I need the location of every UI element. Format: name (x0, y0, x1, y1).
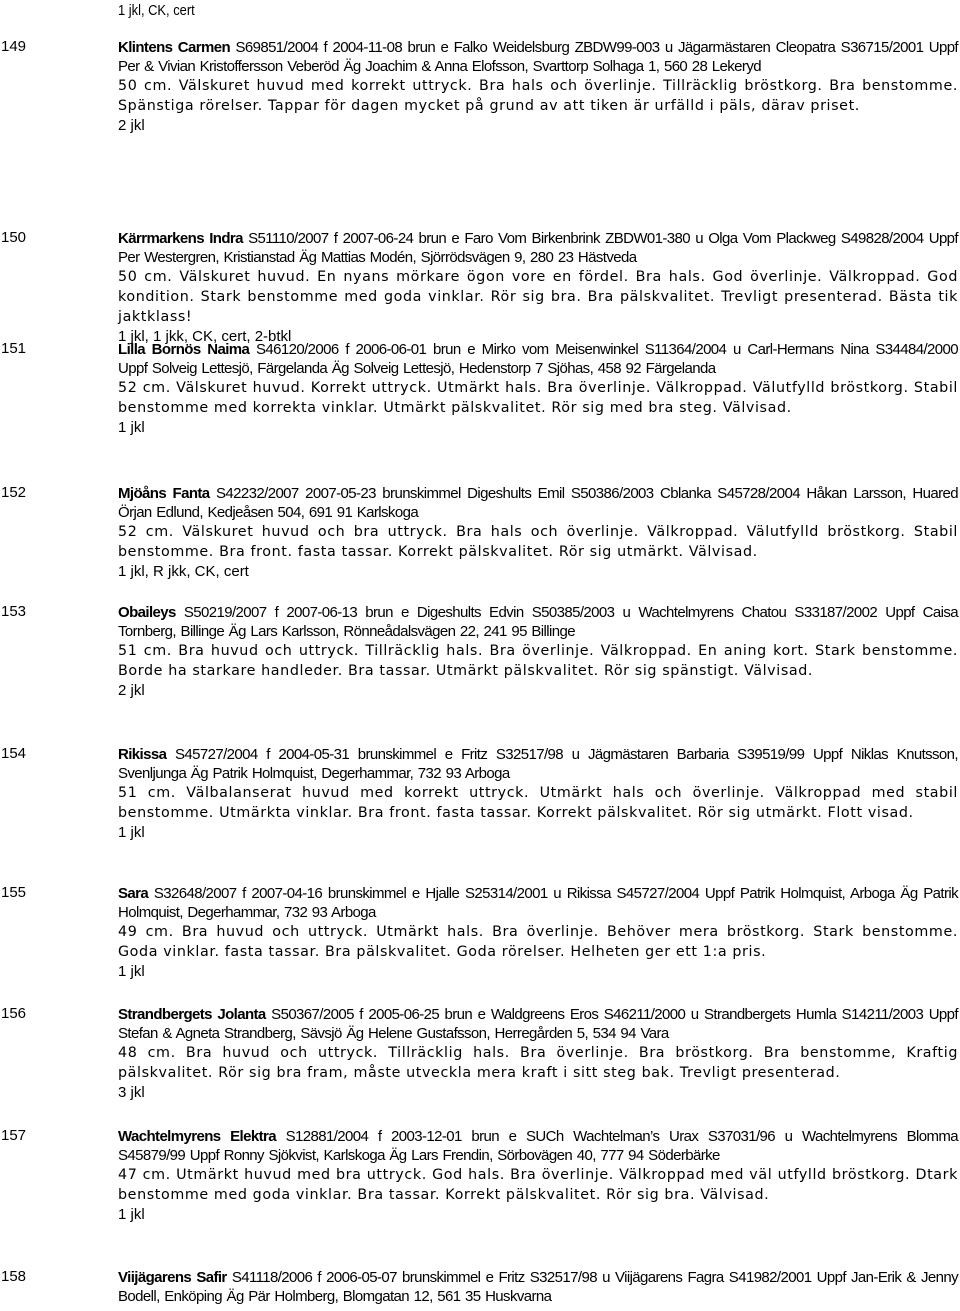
dog-name: Rikissa (118, 746, 167, 763)
entry-body (118, 484, 958, 582)
entry-body (118, 745, 958, 843)
entry-number: 152 (1, 484, 27, 501)
entry-body (118, 340, 958, 438)
entry-header (118, 603, 958, 641)
dog-name: Obaileys (118, 604, 176, 621)
award: 2 jkl (118, 117, 145, 134)
critique: 51 cm. Bra huvud och uttryck. Tillräcklig hals. Bra överlinje. Välkroppad. En aning kort. Stark benstomme. Borde ha starkare handleder. Bra tassar. Utmärkt pälskvalitet. Rör sig spänstigt. Välvisad. (118, 643, 958, 679)
entry-body (118, 603, 958, 701)
entry-number: 155 (1, 884, 27, 901)
dog-details: S45727/2004 f 2004-05-31 brunskimmel e Fritz S32517/98 u Jägmästaren Barbaria S39519/99 Uppf Niklas Knutsson, Svenljunga Äg Patrik Holmquist, Degerhammar, 732 93 Arboga (118, 746, 958, 782)
dog-details: S41118/2006 f 2006-05-07 brunskimmel e Fritz S32517/98 u Viijägarens Fagra S41982/2001 Uppf Jan-Erik & Jenny Bodell, Enköping Äg Pär Holmberg, Blomgatan 12, 561 35 Huskvarna (118, 1269, 958, 1305)
dog-name: Klintens Carmen (118, 39, 231, 56)
entry-number: 157 (1, 1127, 27, 1144)
entry-body (118, 884, 958, 982)
dog-details: S46120/2006 f 2006-06-01 brun e Mirko vom Meisenwinkel S11364/2004 u Carl-Hermans Nina S34484/2000 Uppf Solveig Lettesjö, Färgelanda Äg Solveig Lettesjö, Hedenstorp 7 Sjöhas, 458 92 Färgelanda (118, 341, 958, 377)
award: 1 jkl, R jkk, CK, cert (118, 563, 249, 580)
critique: 49 cm. Bra huvud och uttryck. Utmärkt hals. Bra överlinje. Behöver mera bröstkorg. Stark benstomme. Goda vinklar. fasta tassar. Bra pälskvalitet. Goda rörelser. Helheten ger ett 1:a pris. (118, 924, 958, 960)
critique: 50 cm. Välskuret huvud. En nyans mörkare ögon vore en fördel. Bra hals. God överlinje. Välkroppad. God kondition. Stark benstomme med goda vinklar. Rör sig bra. Bra pälskvalitet. Trevligt presenterad. Bästa tik jaktklass! (118, 269, 958, 325)
dog-details: S50367/2005 f 2005-06-25 brun e Waldgreens Eros S46211/2000 u Strandbergets Humla S14211/2003 Uppf Stefan & Agneta Strandberg, Sävsjö Äg Helene Gustafsson, Herregården 5, 534 94 Vara (118, 1006, 958, 1042)
dog-details: S50219/2007 f 2007-06-13 brun e Digeshults Edvin S50385/2003 u Wachtelmyrens Chatou S33187/2002 Uppf Caisa Tornberg, Billinge Äg Lars Karlsson, Rönneådalsvägen 22, 241 95 Billinge (118, 604, 958, 640)
entry-number: 150 (1, 229, 27, 246)
dog-name: Wachtelmyrens Elektra (118, 1128, 276, 1145)
entry-number: 158 (1, 1268, 27, 1285)
entry-body (118, 1268, 958, 1306)
entry-header (118, 884, 958, 922)
entry-number: 153 (1, 603, 27, 620)
entry-number: 156 (1, 1005, 27, 1022)
entry-header (118, 38, 958, 76)
dog-details: S42232/2007 2007-05-23 brunskimmel Digeshults Emil S50386/2003 Cblanka S45728/2004 Håkan Larsson, Huared Örjan Edlund, Kedjeåsen 504, 691 91 Karlskoga (118, 485, 958, 521)
dog-name: Sara (118, 885, 149, 902)
critique: 50 cm. Välskuret huvud med korrekt uttryck. Bra hals och överlinje. Tillräcklig bröstkorg. Bra benstomme. Spänstiga rörelser. Tappar för dagen mycket på grund av att tiken är urfälld i päls, därav priset. (118, 78, 958, 114)
dog-name: Viijägarens Safir (118, 1269, 227, 1286)
critique: 51 cm. Välbalanserat huvud med korrekt uttryck. Utmärkt hals och överlinje. Välkroppad med stabil benstomme. Utmärkta vinklar. Bra front. fasta tassar. Korrekt pälskvalitet. Rör sig utmärkt. Flott visad. (118, 785, 958, 821)
entry-header (118, 1127, 958, 1165)
entry-header (118, 229, 958, 267)
entry-header (118, 1005, 958, 1043)
dog-name: Lilla Bornös Naima (118, 341, 250, 358)
dog-name: Mjöåns Fanta (118, 485, 210, 502)
critique: 47 cm. Utmärkt huvud med bra uttryck. God hals. Bra överlinje. Välkroppad med väl utfylld bröstkorg. Dtark benstomme med goda vinklar. Bra tassar. Korrekt pälskvalitet. Rör sig bra. Välvisad. (118, 1167, 958, 1203)
entry-body (118, 229, 958, 347)
entry-header (118, 1268, 958, 1306)
critique: 52 cm. Välskuret huvud. Korrekt uttryck. Utmärkt hals. Bra överlinje. Välkroppad. Välutfylld bröstkorg. Stabil benstomme med korrekta vinklar. Utmärkt pälskvalitet. Rör sig med bra steg. Välvisad. (118, 380, 958, 416)
award: 1 jkl (118, 419, 145, 436)
award: 1 jkl (118, 1206, 145, 1223)
dog-details: S32648/2007 f 2007-04-16 brunskimmel e Hjalle S25314/2001 u Rikissa S45727/2004 Uppf Patrik Holmquist, Arboga Äg Patrik Holmquist, Degerhammar, 732 93 Arboga (118, 885, 958, 921)
entry-header (118, 745, 958, 783)
award: 2 jkl (118, 682, 145, 699)
dog-details: S69851/2004 f 2004-11-08 brun e Falko Weidelsburg ZBDW99-003 u Jägarmästaren Cleopatra S36715/2001 Uppf Per & Vivian Kristoffersson Veberöd Äg Joachim & Anna Elofsson, Svarttorp Solhaga 1, 560 28 Lekeryd (118, 39, 958, 75)
entry-number: 154 (1, 745, 27, 762)
entry-number: 149 (1, 38, 27, 55)
entry-header (118, 484, 958, 522)
entry-number: 151 (1, 340, 27, 357)
critique: 52 cm. Välskuret huvud och bra uttryck. Bra hals och överlinje. Välkroppad. Välutfylld bröstkorg. Stabil benstomme. Bra front. fasta tassar. Korrekt pälskvalitet. Rör sig utmärkt. Välvisad. (118, 524, 958, 560)
entry-body (118, 1127, 958, 1225)
entry-header (118, 340, 958, 378)
award: 3 jkl (118, 1084, 145, 1101)
dog-details: S51110/2007 f 2007-06-24 brun e Faro Vom Birkenbrink ZBDW01-380 u Olga Vom Plackweg S49828/2004 Uppf Per Westergren, Kristianstad Äg Mattias Modén, Sjörrödsvägen 9, 280 23 Hästveda (118, 230, 958, 266)
dog-name: Strandbergets Jolanta (118, 1006, 266, 1023)
entry-body (118, 1005, 958, 1103)
award: 1 jkl (118, 963, 145, 980)
award: 1 jkl, 1 jkk, CK, cert, 2-btkl (118, 328, 292, 345)
dog-details: S12881/2004 f 2003-12-01 brun e SUCh Wachtelman’s Urax S37031/96 u Wachtelmyrens Blomma S45879/99 Uppf Ronny Sjökvist, Karlskoga Äg Lars Frendin, Sörbovägen 40, 777 94 Söderbärke (118, 1128, 959, 1164)
dog-name: Kärrmarkens Indra (118, 230, 243, 247)
entry-body (118, 38, 958, 136)
award: 1 jkl (118, 824, 145, 841)
critique: 48 cm. Bra huvud och uttryck. Tillräcklig hals. Bra överlinje. Bra bröstkorg. Bra benstomme, Kraftig pälskvalitet. Rör sig bra fram, måste utveckla mera kraft i sitt steg bak. Trevligt presenterad. (118, 1045, 958, 1081)
top-award: 1 jkl, CK, cert (118, 2, 195, 19)
